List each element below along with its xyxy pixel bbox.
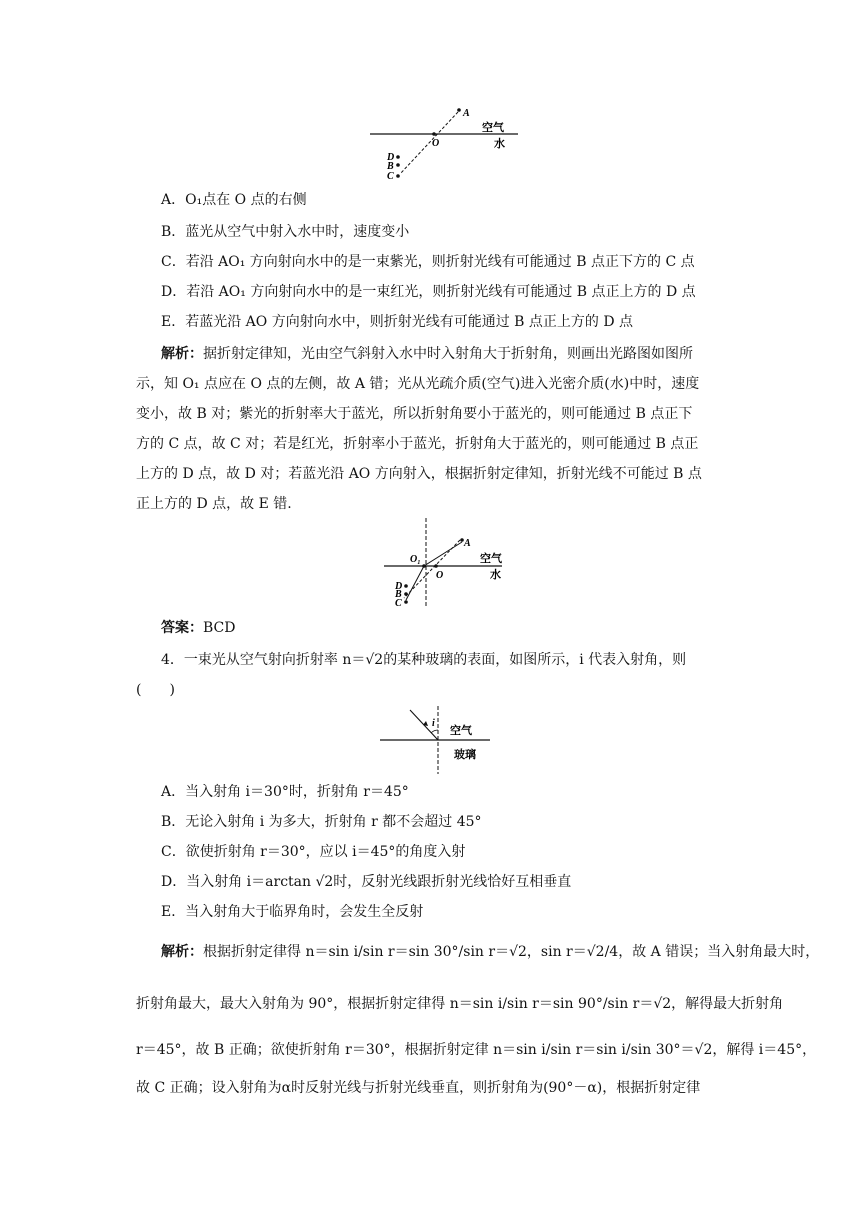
label-o: O [432, 138, 440, 149]
q3-analysis-line-4: 方的 C 点，故 C 对；若是红光，折射率小于蓝光，折射角大于蓝光的，则可能通过 B 点正 [136, 436, 699, 452]
q4-stem-line-2: ( ) [136, 682, 175, 698]
point-a [457, 108, 461, 112]
label-c: C [387, 171, 394, 182]
q4-stem-line-1: 4．一束光从空气射向折射率 n＝√2的某种玻璃的表面，如图所示，i 代表入射角，则 [161, 652, 687, 668]
angle-arc [431, 730, 438, 733]
point-b [404, 592, 408, 596]
label-air: 空气 [450, 725, 472, 737]
label-water: 水 [490, 569, 501, 581]
q4-analysis-line-4: 故 C 正确；设入射角为α时反射光线与折射光线垂直，则折射角为(90°－α)，根据折射定律 [136, 1080, 701, 1096]
point-o [432, 132, 436, 136]
incident-ray-dashed [400, 112, 458, 174]
label-air: 空气 [480, 553, 502, 565]
q4-option-a: A．当入射角 i＝30°时，折射角 r＝45° [161, 784, 409, 800]
q4-option-b: B．无论入射角 i 为多大，折射角 r 都不会超过 45° [161, 814, 482, 830]
q3-option-a: A．O₁点在 O 点的右侧 [161, 192, 307, 208]
label-o1: O₁ [410, 554, 421, 565]
q3-option-b: B．蓝光从空气中射入水中时，速度变小 [161, 224, 410, 240]
label-o: O [436, 570, 444, 581]
label-d: D [387, 152, 395, 163]
q3-analysis-line-3: 变小，故 B 对；紫光的折射率大于蓝光，所以折射角要小于蓝光的，则可能通过 B 点正下 [136, 406, 693, 422]
point-d [396, 155, 400, 159]
q3-answer [161, 618, 235, 638]
q3-option-d: D．若沿 AO₁ 方向射向水中的是一束红光，则折射光线有可能通过 B 点正上方的 D 点 [161, 284, 696, 300]
label-water: 水 [494, 138, 505, 150]
q3-analysis-line-2: 示，知 O₁ 点应在 O 点的左侧，故 A 错；光从光疏介质(空气)进入光密介质(水)中时，速度 [136, 376, 700, 392]
figure-3-glass-incidence-diagram [376, 704, 496, 776]
point-o1 [422, 564, 426, 568]
figure-2-light-path-diagram [384, 518, 514, 610]
point-c [404, 600, 408, 604]
label-b: B [387, 161, 394, 172]
q4-option-d: D．当入射角 i＝arctan √2时，反射光线跟折射光线恰好互相垂直 [161, 874, 572, 890]
label-d: D [395, 581, 403, 592]
label-b: B [395, 589, 402, 600]
q3-analysis-line-5: 上方的 D 点，故 D 对；若蓝光沿 AO 方向射入，根据折射定律知，折射光线不可能过 B 点 [136, 466, 702, 482]
figure-1-refraction-diagram [370, 100, 530, 184]
q4-option-e: E．当入射角大于临界角时，会发生全反射 [161, 904, 424, 920]
q3-analysis-label: 解析： [161, 346, 203, 362]
point-c [396, 174, 400, 178]
q3-answer-value: BCD [203, 620, 236, 636]
point-o [434, 564, 438, 568]
q4-analysis-line-3: r＝45°，故 B 正确；欲使折射角 r＝30°，根据折射定律 n＝sin i/sin r＝sin i/sin 30°＝√2，解得 i＝45°， [136, 1042, 817, 1058]
label-i: i [432, 718, 435, 729]
q3-option-e: E．若蓝光沿 AO 方向射向水中，则折射光线有可能通过 B 点正上方的 D 点 [161, 314, 634, 330]
point-b [396, 163, 400, 167]
label-glass: 玻璃 [454, 749, 476, 761]
label-a: A [464, 538, 471, 549]
q3-answer-label: 答案： [161, 620, 203, 636]
label-a: A [463, 108, 470, 119]
point-d [404, 584, 408, 588]
q4-analysis-label: 解析： [161, 944, 203, 960]
q4-analysis-line-2: 折射角最大，最大入射角为 90°，根据折射定律得 n＝sin i/sin r＝sin 90°/sin r＝√2，解得最大折射角 [136, 996, 784, 1012]
label-c: C [395, 598, 402, 609]
q4-option-c: C．欲使折射角 r＝30°，应以 i＝45°的角度入射 [161, 844, 466, 860]
refracted-ray-solid [406, 542, 462, 600]
q4-analysis-line-1: 解析：根据折射定律得 n＝sin i/sin r＝sin 30°/sin r＝√2，sin r＝√2/4，故 A 错误；当入射角最大时， [161, 944, 820, 960]
q3-analysis-line-1: 解析：据折射定律知，光由空气斜射入水中时入射角大于折射角，则画出光路图如图所 [161, 346, 693, 362]
q3-analysis-line-6: 正上方的 D 点，故 E 错. [136, 496, 292, 512]
label-air: 空气 [482, 122, 504, 134]
q3-option-c: C．若沿 AO₁ 方向射向水中的是一束紫光，则折射光线有可能通过 B 点正下方的 C 点 [161, 254, 695, 270]
